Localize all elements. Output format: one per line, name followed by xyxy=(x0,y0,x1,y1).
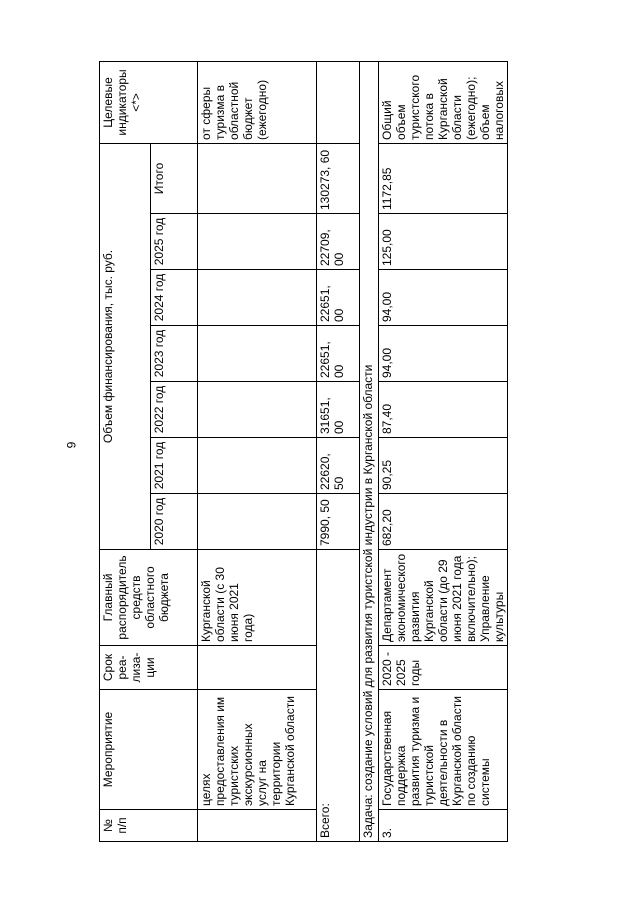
cell-manager: Департамент экономического развития Курганской области (до 29 июня 2021 года включительно); Управление культуры xyxy=(379,550,508,646)
cell-2022 xyxy=(198,382,317,438)
header-indicators: Целевые индикаторы <*> xyxy=(100,61,198,143)
table-row-total xyxy=(317,61,360,841)
cell-2023 xyxy=(198,326,317,382)
cell-2020 xyxy=(198,494,317,550)
cell-2025: 125,00 xyxy=(379,214,508,270)
cell-2021 xyxy=(198,438,317,494)
table-row-task xyxy=(360,61,379,841)
cell-indicator: Общий объем туристского потока в Курганской области (ежегодно); объем налоговых xyxy=(379,61,508,143)
task-text: Задача: создание условий для развития туристской индустрии в Курганской области xyxy=(360,61,379,841)
header-row-1 xyxy=(100,61,151,841)
total-2021: 22620, 50 xyxy=(317,438,360,494)
header-event: Мероприятие xyxy=(100,690,198,810)
cell-2023: 94,00 xyxy=(379,326,508,382)
page-number: 9 xyxy=(64,441,79,449)
cell-term xyxy=(198,646,317,690)
header-year-2023: 2023 год xyxy=(151,326,198,382)
header-year-2025: 2025 год xyxy=(151,214,198,270)
cell-total xyxy=(198,143,317,213)
header-year-2021: 2021 год xyxy=(151,438,198,494)
header-total: Итого xyxy=(151,143,198,213)
total-2022: 31651, 00 xyxy=(317,382,360,438)
cell-2024: 94,00 xyxy=(379,270,508,326)
total-2024: 22651, 00 xyxy=(317,270,360,326)
cell-2025 xyxy=(198,214,317,270)
cell-num xyxy=(198,810,317,842)
cell-num: 3. xyxy=(379,810,508,842)
cell-2020: 682,20 xyxy=(379,494,508,550)
rotated-table-container xyxy=(99,62,555,842)
cell-term: 2020 - 2025 годы xyxy=(379,646,508,690)
header-funding: Объем финансирования, тыс. руб. xyxy=(100,143,151,549)
total-2025: 22709, 00 xyxy=(317,214,360,270)
funding-table xyxy=(99,61,508,842)
cell-2024 xyxy=(198,270,317,326)
cell-event: целях предоставления им туристских экскурсионных услуг на территории Курганской области xyxy=(198,690,317,810)
header-term: Срок реа- лиза- ции xyxy=(100,646,198,690)
cell-event: Государственная поддержка развития туризма и туристской деятельности в Курганской области по созданию системы xyxy=(379,690,508,810)
cell-indicator: от сферы туризма в областной бюджет (ежегодно) xyxy=(198,61,317,143)
total-sum: 130273, 60 xyxy=(317,143,360,213)
cell-2021: 90,25 xyxy=(379,438,508,494)
cell-total: 1172,85 xyxy=(379,143,508,213)
header-year-2024: 2024 год xyxy=(151,270,198,326)
total-2023: 22651, 00 xyxy=(317,326,360,382)
cell-manager: Курганской области (с 30 июня 2021 года) xyxy=(198,550,317,646)
table-row-item-3 xyxy=(379,61,508,841)
total-label: Всего: xyxy=(317,550,360,842)
header-year-2020: 2020 год xyxy=(151,494,198,550)
header-num: № п/п xyxy=(100,810,198,842)
cell-2022: 87,40 xyxy=(379,382,508,438)
header-manager: Главный распорядитель средств областного бюджета xyxy=(100,550,198,646)
table-row-continuation xyxy=(198,61,317,841)
header-year-2022: 2022 год xyxy=(151,382,198,438)
total-2020: 7990, 50 xyxy=(317,494,360,550)
total-indicator xyxy=(317,61,360,143)
